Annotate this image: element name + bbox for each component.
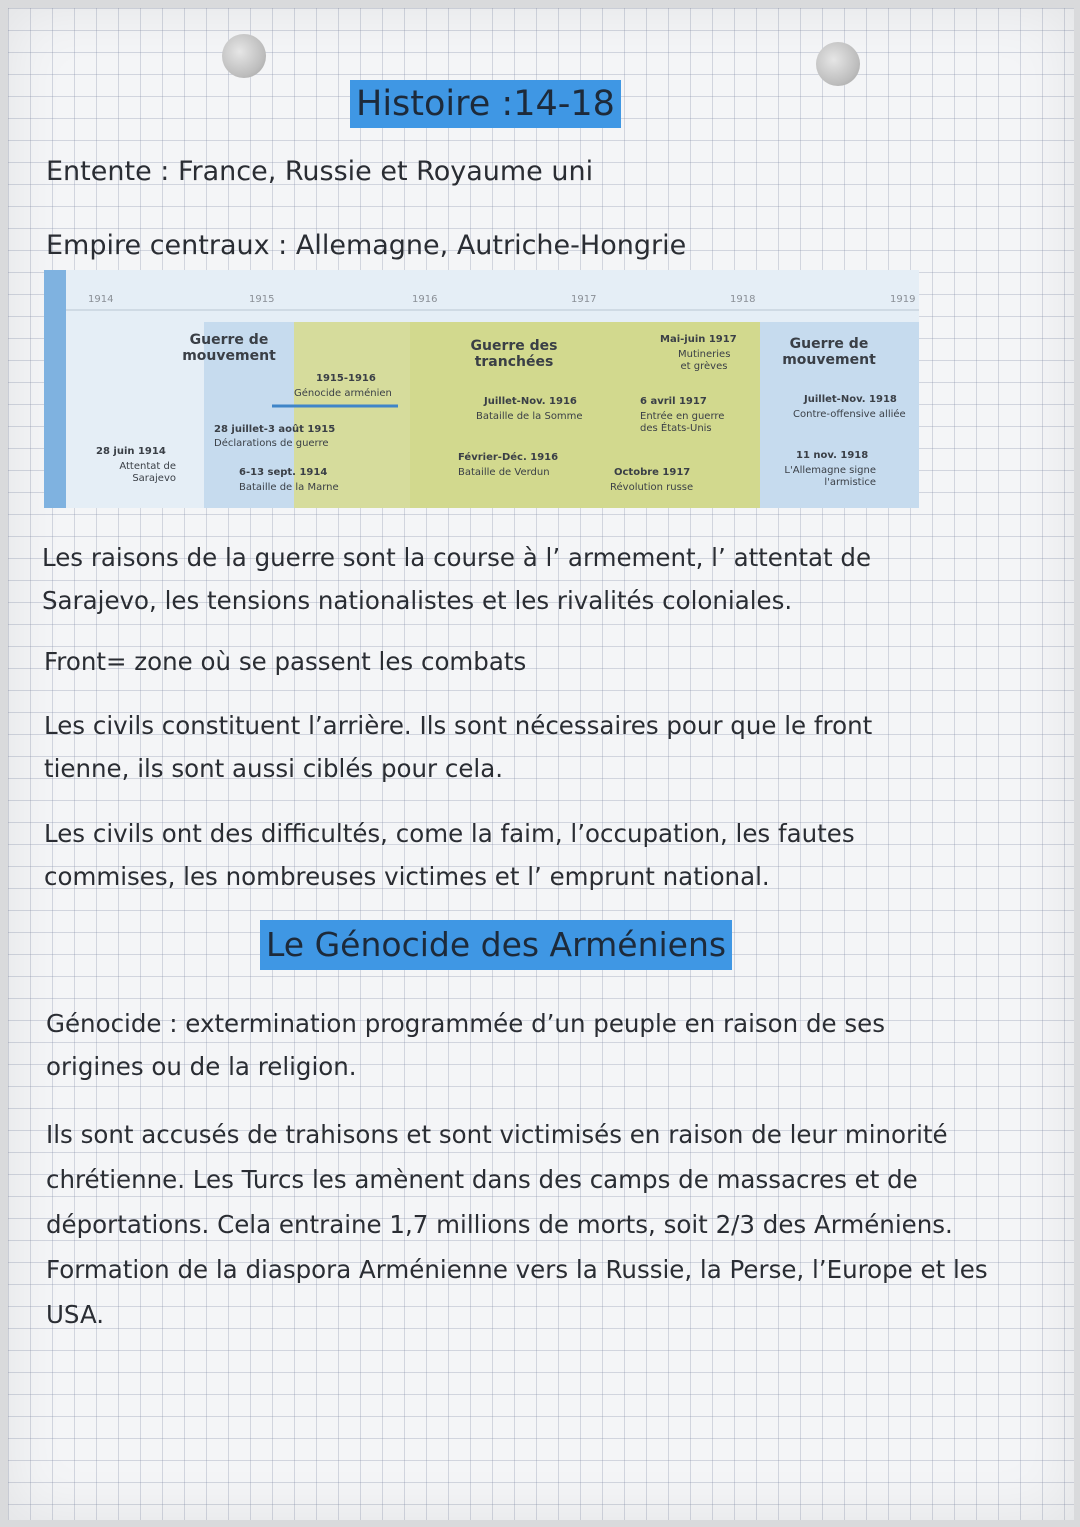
entente-line: Entente : France, Russie et Royaume uni [46, 156, 594, 187]
paragraph-civils-difficultes: Les civils ont des difficultés, come la faim, l’occupation, les fautes commises, les nombreuses victimes et l’ emprunt national. [44, 819, 855, 891]
phase-mouvement1-label: Guerre de mouvement [182, 332, 276, 365]
paragraph-civils-arriere: Les civils constituent l’arrière. Ils sont nécessaires pour que le front tienne, ils sont aussi ciblés pour cela. [44, 711, 873, 783]
event-usa-text: Entrée en guerre des États-Unis [640, 411, 725, 434]
phase-tranchees-label: Guerre des tranchées [470, 338, 558, 371]
year-1918: 1918 [730, 294, 756, 305]
event-declarations-date: 28 juillet-3 août 1915 [214, 424, 336, 435]
event-declarations-text: Déclarations de guerre [214, 438, 329, 449]
event-mutineries-date: Mai-juin 1917 [660, 334, 737, 345]
event-sarajevo-date: 28 juin 1914 [96, 446, 166, 457]
event-verdun-date: Février-Déc. 1916 [458, 452, 559, 463]
year-1915: 1915 [249, 294, 275, 305]
event-usa-date: 6 avril 1917 [640, 396, 707, 407]
empires-line: Empire centraux : Allemagne, Autriche-Hongrie [46, 230, 687, 261]
page-title: Histoire :14-18 [350, 80, 621, 128]
event-marne-date: 6-13 sept. 1914 [239, 467, 328, 478]
notebook-page [8, 8, 1074, 1520]
phase-mouvement2-label: Guerre de mouvement [782, 336, 876, 369]
event-somme-text: Bataille de la Somme [476, 411, 583, 422]
event-armistice-text: L'Allemagne signe l'armistice [784, 465, 876, 488]
punch-hole-right [816, 42, 860, 86]
event-genocide-text: Génocide arménien [294, 388, 392, 399]
timeline-figure [44, 270, 919, 508]
phase-green-band-1 [294, 322, 410, 508]
year-1916: 1916 [412, 294, 438, 305]
year-1917: 1917 [571, 294, 597, 305]
paragraph-genocide-details: Ils sont accusés de trahisons et sont victimisés en raison de leur minorité chrétienne. Les Turcs les amènent dans des camps de massacres et de déportations. Cela entraine 1,7 millions de morts, soit 2/3 des Arméniens. Formation de la diaspora Arménienne vers la Russie, la Perse, l’Europe et les USA. [46, 1120, 988, 1329]
event-revolution-date: Octobre 1917 [614, 467, 691, 478]
section-title-genocide: Le Génocide des Arméniens [260, 920, 732, 970]
punch-hole-left [222, 34, 266, 78]
event-mutineries-text: Mutineries et grèves [678, 349, 731, 372]
event-genocide-date: 1915-1916 [316, 373, 376, 384]
event-verdun-text: Bataille de Verdun [458, 467, 550, 478]
event-offensive-date: Juillet-Nov. 1918 [804, 394, 897, 405]
event-sarajevo-text: Attentat de Sarajevo [119, 461, 176, 484]
paragraph-genocide-definition: Génocide : extermination programmée d’un peuple en raison de ses origines ou de la religion. [46, 1009, 886, 1081]
event-armistice-date: 11 nov. 1918 [796, 450, 869, 461]
timeline-left-strip [44, 270, 66, 508]
event-offensive-text: Contre-offensive alliée [793, 409, 906, 420]
event-somme-date: Juillet-Nov. 1916 [484, 396, 577, 407]
year-1919: 1919 [890, 294, 916, 305]
paragraph-raisons: Les raisons de la guerre sont la course à l’ armement, l’ attentat de Sarajevo, les tensions nationalistes et les rivalités coloniales. [42, 543, 872, 615]
event-marne-text: Bataille de la Marne [239, 482, 339, 493]
year-1914: 1914 [88, 294, 114, 305]
paragraph-front: Front= zone où se passent les combats [44, 647, 527, 676]
event-revolution-text: Révolution russe [610, 482, 694, 493]
